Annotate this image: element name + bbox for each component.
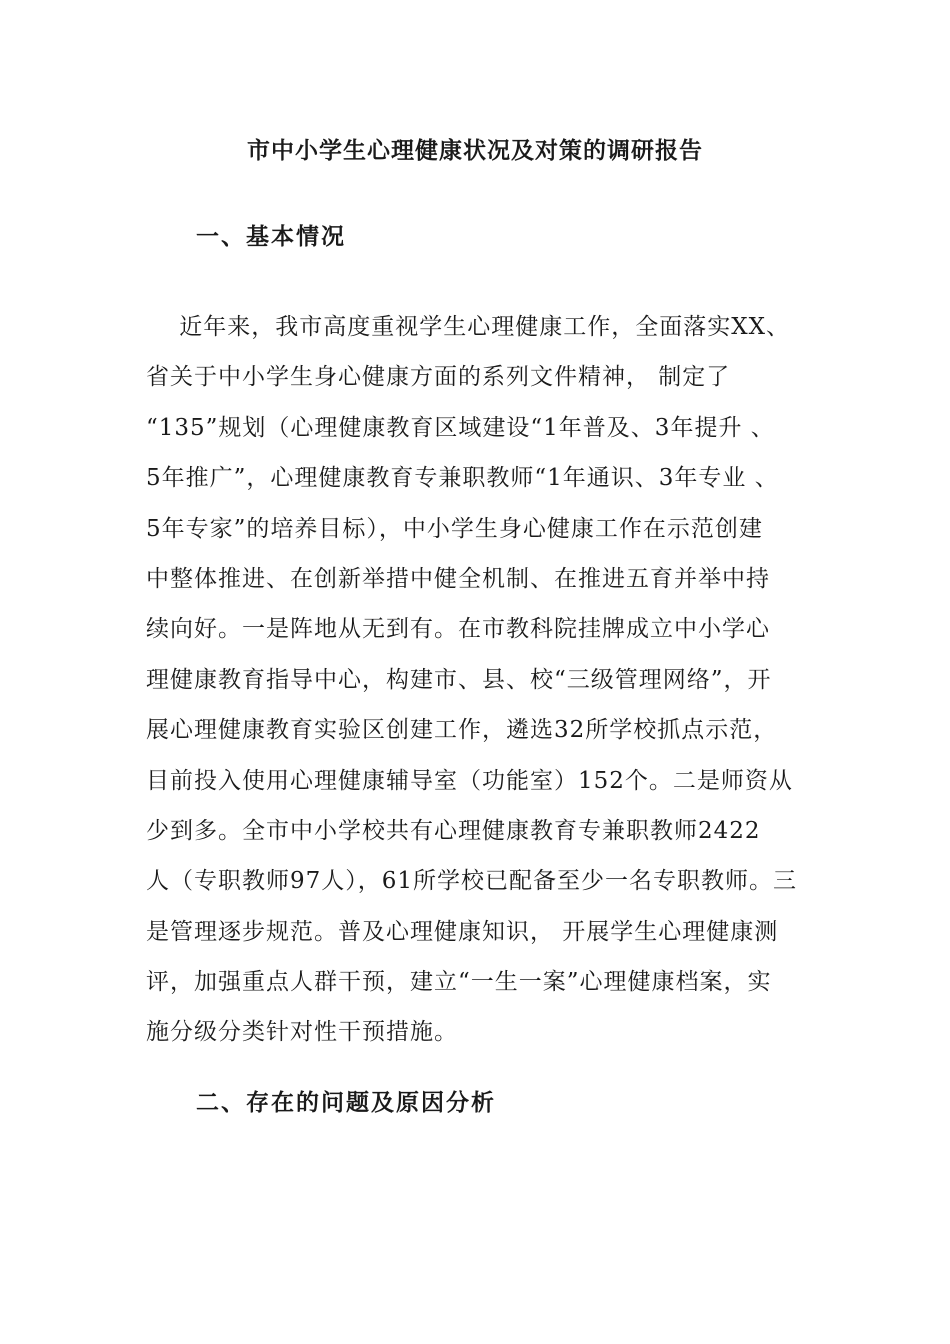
paragraph-line: 近年来，我市高度重视学生心理健康工作，全面落实XX、 — [146, 314, 790, 340]
section-heading-problems-analysis: 二、存在的问题及原因分析 — [196, 1089, 496, 1116]
section-paragraph-basic-situation — [146, 302, 816, 1058]
paragraph-line: 少到多。全市中小学校共有心理健康教育专兼职教师2422 — [146, 817, 761, 844]
paragraph-line: 展心理健康教育实验区创建工作，遴选32所学校抓点示范， — [146, 717, 778, 744]
paragraph-line: 5年专家”的培养目标），中小学生身心健康工作在示范创建 — [146, 515, 763, 542]
paragraph-line: 是管理逐步规范。普及心理健康知识， 开展学生心理健康测 — [146, 918, 779, 945]
paragraph-line: 目前投入使用心理健康辅导室（功能室）152个。二是师资从 — [146, 767, 793, 794]
paragraph-line: 评，加强重点人群干预，建立“一生一案”心理健康档案，实 — [146, 969, 772, 996]
paragraph-line: 施分级分类针对性干预措施。 — [146, 1019, 458, 1046]
paragraph-line: 续向好。一是阵地从无到有。在市教科院挂牌成立中小学心 — [146, 616, 770, 643]
section-heading-basic-situation: 一、基本情况 — [196, 223, 346, 250]
paragraph-line: “135”规划（心理健康教育区域建设“1年普及、3年提升 、 — [146, 414, 775, 441]
paragraph-line: 省关于中小学生身心健康方面的系列文件精神， 制定了 — [146, 364, 731, 391]
paragraph-line: 5年推广”，心理健康教育专兼职教师“1年通识、3年专业 、 — [146, 465, 779, 492]
paragraph-line: 理健康教育指导中心，构建市、县、校“三级管理网络”，开 — [146, 666, 772, 693]
paragraph-line: 中整体推进、在创新举措中健全机制、在推进五育并举中持 — [146, 565, 770, 592]
paragraph-line: 人（专职教师97人），61所学校已配备至少一名专职教师。三 — [146, 868, 798, 895]
document-title: 市中小学生心理健康状况及对策的调研报告 — [247, 137, 703, 164]
